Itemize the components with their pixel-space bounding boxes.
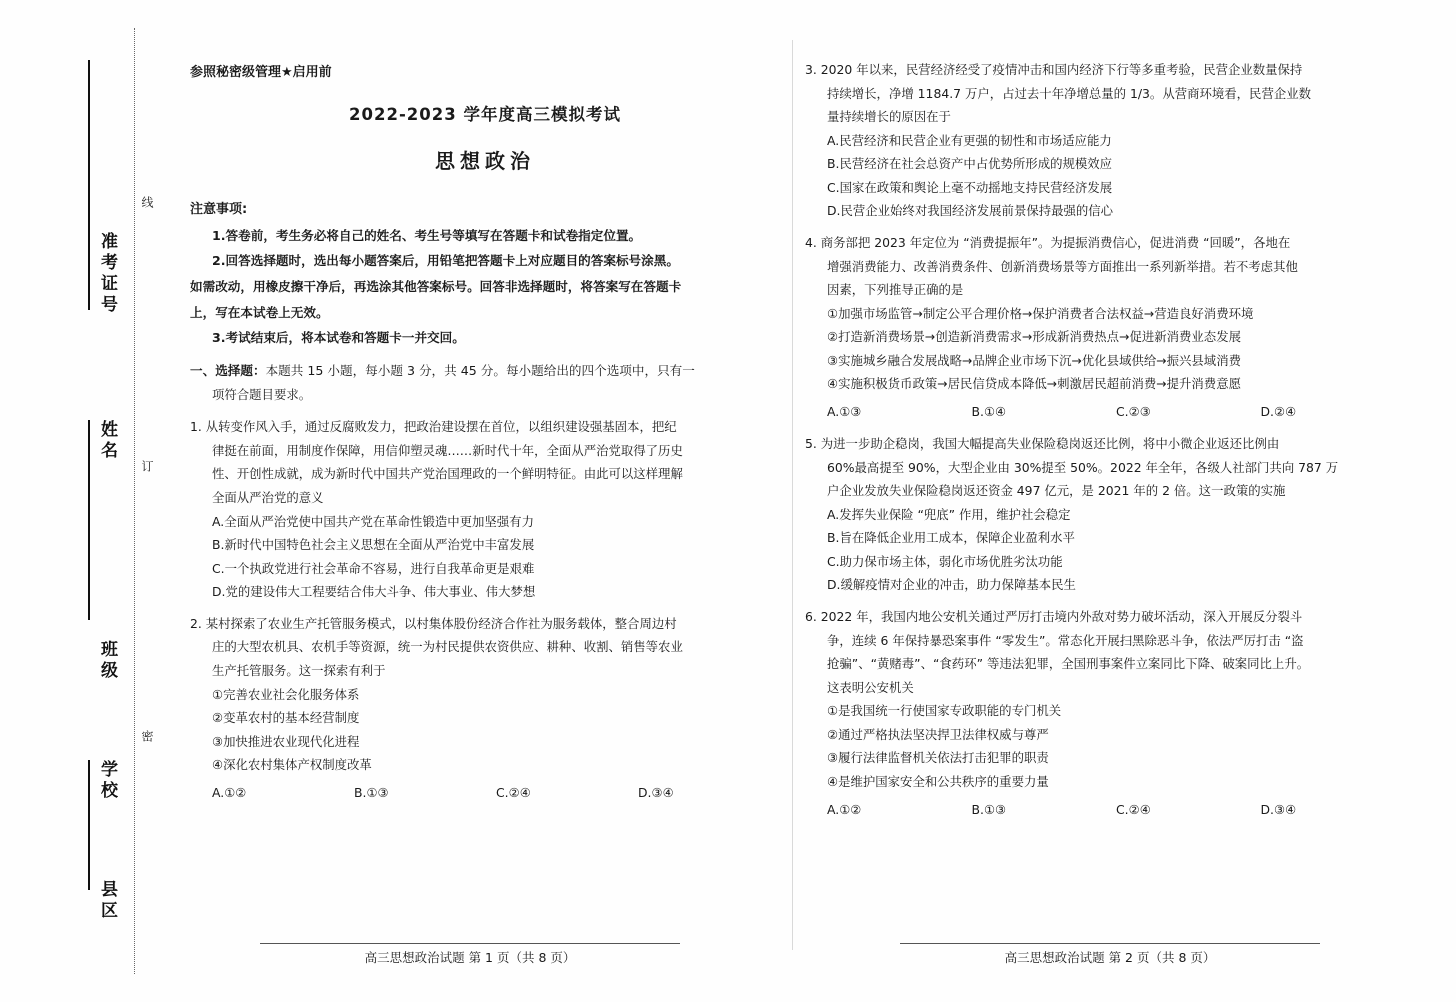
question-stem-line: 某村探索了农业生产托管服务模式，以村集体股份经济合作社为服务载体，整合周边村 [205, 615, 677, 631]
seal-mark-secret: 密 [140, 730, 154, 744]
notice-item: 2.回答选择题时，选出每小题答案后，用铅笔把答题卡上对应题目的答案标号涂黑。 [212, 253, 679, 269]
question-option[interactable]: ③实施城乡融合发展战略→品牌企业市场下沉→优化县域供给→振兴县域消费 [827, 352, 1241, 368]
section-label: 一、选择题： [190, 362, 266, 378]
question-number: 3. [805, 62, 817, 77]
choice-d[interactable]: D.③④ [1260, 801, 1297, 817]
seal-line-top [88, 60, 90, 310]
question-stem [805, 605, 1405, 629]
question-number: 5. [805, 436, 817, 452]
question-stem-line: 生产托管服务。这一探索有利于 [212, 662, 386, 678]
field-label-class: 班级 [97, 640, 117, 682]
section-heading [190, 359, 780, 384]
question-stem-line: 因素，下列推导正确的是 [827, 282, 964, 298]
question-number: 2. [190, 615, 202, 631]
field-label-name: 姓名 [97, 420, 117, 462]
question-stem-line: 律挺在前面，用制度作保障，用信仰塑灵魂……新时代十年，全面从严治党取得了历史 [212, 442, 683, 458]
question-stem-line: 2020 年以来，民营经济经受了疫情冲击和国内经济下行等多重考验，民营企业数量保持 [820, 62, 1303, 77]
question-stem-line: 量持续增长的原因在于 [827, 109, 951, 125]
question-stem-line: 争，连续 6 年保持暴恐案事件 “零发生”。常态化开展扫黑除恶斗争，依法严厉打击 “盗 [827, 632, 1304, 648]
question-choice-row [805, 798, 1405, 822]
field-label-school: 学校 [97, 760, 117, 802]
question-option[interactable]: D.党的建设伟大工程要结合伟大斗争、伟大事业、伟大梦想 [212, 584, 536, 600]
notice-item: 如需改动，用橡皮擦干净后，再选涂其他答案标号。回答非选择题时，将答案写在答题卡 [190, 278, 682, 294]
notice-item: 上，写在本试卷上无效。 [190, 304, 329, 320]
question-stem [805, 231, 1405, 255]
seal-line-middle [88, 420, 90, 620]
question-stem-line: 性、开创性成就，成为新时代中国共产党治国理政的一个鲜明特征。由此可以这样理解 [212, 466, 683, 482]
notice-heading: 注意事项: [190, 201, 248, 217]
choice-a[interactable]: A.①② [827, 801, 862, 817]
field-label-district: 县区 [97, 880, 117, 922]
question-option[interactable]: D.缓解疫情对企业的冲击，助力保障基本民生 [827, 577, 1076, 593]
question-choice-row [805, 400, 1405, 424]
question-option[interactable]: C.一个执政党进行社会革命不容易，进行自我革命更是艰难 [212, 560, 535, 576]
footer-rule-left [260, 943, 680, 944]
question-option[interactable]: C.助力保市场主体，弱化市场优胜劣汰功能 [827, 553, 1063, 569]
section-text: 本题共 15 小题，每小题 3 分，共 45 分。每小题给出的四个选项中，只有一 [265, 362, 695, 378]
notice-item: 3.考试结束后，将本试卷和答题卡一并交回。 [212, 330, 465, 346]
question-option[interactable]: A.全面从严治党使中国共产党在革命性锻造中更加坚强有力 [212, 513, 534, 529]
choice-a[interactable]: A.①② [212, 784, 247, 800]
question-option[interactable]: ②变革农村的基本经营制度 [212, 710, 360, 726]
question-option[interactable]: ②通过严格执法坚决捍卫法律权威与尊严 [827, 726, 1049, 742]
question-number: 6. [805, 609, 817, 624]
question-option[interactable]: ②打造新消费场景→创造新消费需求→形成新消费热点→促进新消费业态发展 [827, 329, 1241, 345]
question-option[interactable]: B.旨在降低企业用工成本，保障企业盈利水平 [827, 530, 1075, 546]
secret-level-notice: 参照秘密级管理★启用前 [190, 65, 332, 80]
question-option[interactable]: C.国家在政策和舆论上毫不动摇地支持民营经济发展 [827, 179, 1113, 195]
seal-mark-line: 线 [140, 196, 154, 210]
subject-title: 思想政治 [435, 148, 535, 173]
field-label-exam-number: 准考证号 [97, 232, 117, 316]
question-stem-line: 持续增长，净增 1184.7 万户，占过去十年净增总量的 1/3。从营商环境看，民营企业数 [827, 85, 1312, 101]
notice-item: 1.答卷前，考生务必将自己的姓名、考生号等填写在答题卡和试卷指定位置。 [212, 227, 642, 243]
page-column-left [190, 60, 780, 805]
question-option[interactable]: D.民营企业始终对我国经济发展前景保持最强的信心 [827, 203, 1114, 219]
question-stem-line: 2022 年，我国内地公安机关通过严厉打击境内外敌对势力破坏活动，深入开展反分裂斗 [820, 609, 1303, 624]
choice-c[interactable]: C.②④ [1116, 801, 1151, 817]
choice-b[interactable]: B.①③ [971, 801, 1007, 817]
question-stem-line: 抢骗”、“黄赌毒”、“食药环” 等违法犯罪，全国刑事案件立案同比下降、破案同比上升。 [827, 656, 1310, 672]
question-option[interactable]: A.发挥失业保险 “兜底” 作用，维护社会稳定 [827, 506, 1071, 522]
page-footer-right: 高三思想政治试题 第 2 页（共 8 页） [1004, 950, 1216, 965]
question-stem-line: 增强消费能力、改善消费条件、创新消费场景等方面推出一系列新举措。若不考虑其他 [827, 258, 1298, 274]
choice-c[interactable]: C.②③ [1116, 403, 1151, 419]
question-option[interactable]: ①加强市场监管→制定公平合理价格→保护消费者合法权益→营造良好消费环境 [827, 305, 1254, 321]
question-stem [805, 432, 1405, 456]
seal-mark-bind: 订 [140, 460, 154, 474]
choice-b[interactable]: B.①④ [971, 403, 1007, 419]
choice-b[interactable]: B.①③ [354, 784, 389, 800]
dotted-fold-line [134, 28, 135, 974]
question-option[interactable]: ③加快推进农业现代化进程 [212, 733, 360, 749]
question-option[interactable]: ④实施积极货币政策→居民信贷成本降低→刺激居民超前消费→提升消费意愿 [827, 376, 1241, 392]
choice-a[interactable]: A.①③ [827, 403, 862, 419]
question-option[interactable]: ①完善农业社会化服务体系 [212, 686, 360, 702]
seal-line-bottom [88, 760, 90, 890]
section-heading-cont: 项符合题目要求。 [212, 387, 312, 403]
question-stem [805, 58, 1405, 82]
question-option[interactable]: ①是我国统一行使国家专政职能的专门机关 [827, 703, 1062, 719]
question-stem-line: 60%最高提至 90%，大型企业由 30%提至 50%。2022 年全年，各级人社部门共向 787 万 [827, 459, 1339, 475]
question-choice-row [190, 781, 780, 805]
page-footer-left: 高三思想政治试题 第 1 页（共 8 页） [364, 950, 576, 965]
question-stem-line: 户企业发放失业保险稳岗返还资金 497 亿元，是 2021 年的 2 倍。这一政策的实施 [827, 483, 1286, 499]
choice-d[interactable]: D.③④ [638, 784, 674, 800]
question-option[interactable]: B.新时代中国特色社会主义思想在全面从严治党中丰富发展 [212, 537, 535, 553]
choice-c[interactable]: C.②④ [496, 784, 531, 800]
question-stem-line: 全面从严治党的意义 [212, 490, 324, 506]
question-stem-line: 为进一步助企稳岗，我国大幅提高失业保险稳岗返还比例，将中小微企业返还比例由 [820, 436, 1280, 452]
question-number: 1. [190, 419, 202, 435]
question-stem-line: 从转变作风入手，通过反腐败发力，把政治建设摆在首位，以组织建设强基固本，把纪 [205, 419, 677, 435]
column-divider [792, 40, 793, 950]
question-stem-line: 这表明公安机关 [827, 679, 914, 695]
question-stem-line: 商务部把 2023 年定位为 “消费提振年”。为提振消费信心，促进消费 “回暖”，各地在 [820, 234, 1291, 250]
choice-d[interactable]: D.②④ [1260, 403, 1297, 419]
question-option[interactable]: B.民营经济在社会总资产中占优势所形成的规模效应 [827, 156, 1113, 172]
page-column-right [805, 58, 1405, 822]
question-option[interactable]: ③履行法律监督机关依法打击犯罪的职责 [827, 750, 1049, 766]
page-title: 2022-2023 学年度高三模拟考试 [349, 105, 621, 125]
question-option[interactable]: A.民营经济和民营企业有更强的韧性和市场适应能力 [827, 132, 1112, 148]
question-stem [190, 612, 780, 636]
footer-rule-right [900, 943, 1320, 944]
question-number: 4. [805, 234, 817, 250]
question-stem-line: 庄的大型农机具、农机手等资源，统一为村民提供农资供应、耕种、收割、销售等农业 [212, 639, 683, 655]
question-option[interactable]: ④是维护国家安全和公共秩序的重要力量 [827, 773, 1049, 789]
binding-strip [0, 0, 186, 1002]
question-stem [190, 415, 780, 439]
question-option[interactable]: ④深化农村集体产权制度改革 [212, 757, 372, 773]
